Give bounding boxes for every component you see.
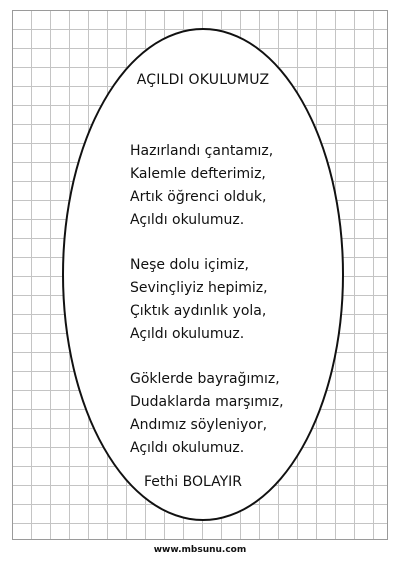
poem-line: Neşe dolu içimiz, xyxy=(130,257,249,273)
poem-line: Göklerde bayrağımız, xyxy=(130,371,280,387)
poem-line: Artık öğrenci olduk, xyxy=(130,189,267,205)
poem-line: Açıldı okulumuz. xyxy=(130,440,245,456)
poem-line: Kalemle defterimiz, xyxy=(130,166,266,182)
poem-title: AÇILDI OKULUMUZ xyxy=(136,72,270,88)
poem-body xyxy=(130,140,330,482)
poem-line: Çıktık aydınlık yola, xyxy=(130,303,267,319)
poem-line: Hazırlandı çantamız, xyxy=(130,143,274,159)
poem-line: Sevinçliyiz hepimiz, xyxy=(130,280,268,296)
stanza-3 xyxy=(130,368,330,460)
stanza-2 xyxy=(130,254,330,346)
poem-line: Andımız söyleniyor, xyxy=(130,417,268,433)
poem-line: Açıldı okulumuz. xyxy=(130,326,245,342)
stanza-1 xyxy=(130,140,330,232)
poem-line: Dudaklarda marşımız, xyxy=(130,394,284,410)
website-footer: www.mbsunu.com xyxy=(153,545,247,555)
poem-author: Fethi BOLAYIR xyxy=(144,474,242,490)
poem-line: Açıldı okulumuz. xyxy=(130,212,245,228)
